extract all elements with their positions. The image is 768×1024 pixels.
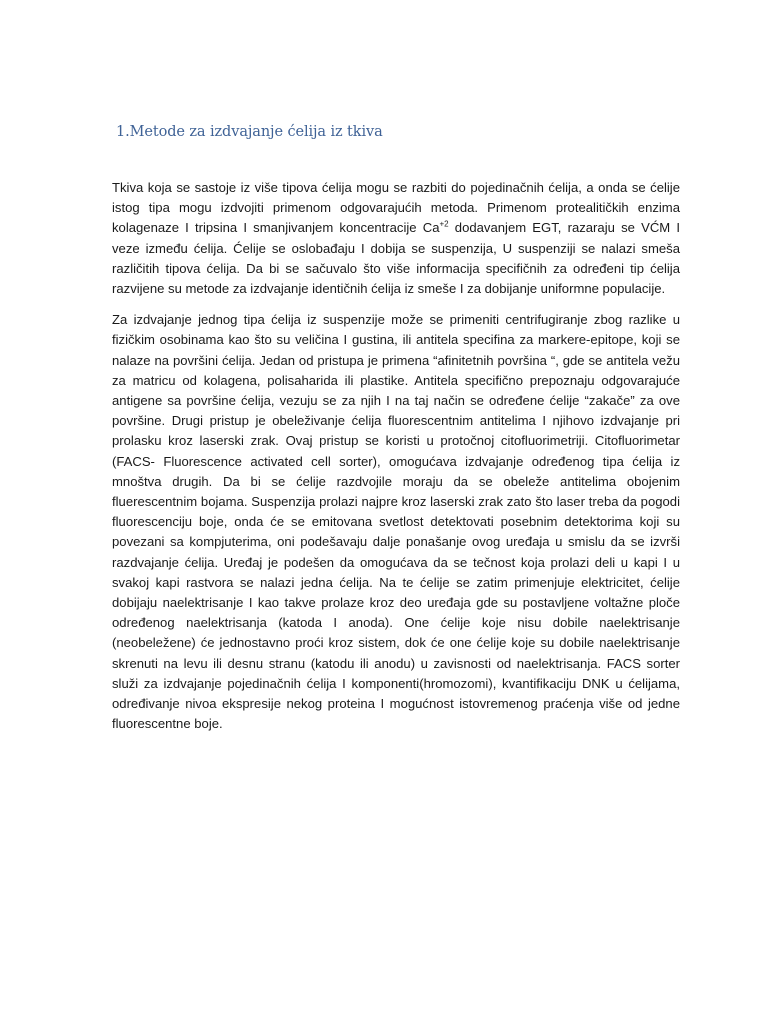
charge-superscript: +2 bbox=[439, 220, 449, 230]
paragraph-1 bbox=[112, 178, 680, 299]
paragraph-2: Za izdvajanje jednog tipa ćelija iz suspenzije može se primeniti centrifugiranje zbog razlike u fizičkim osobinama kao što su veličina I gustina, ili antitela specifina za markere-epitope, koji se nalaze na površini ćelija. Jedan od pristupa je primena “afinitetnih površina “, gde se antitela vežu za matricu od kolagena, polisaharida ili plastike. Antitela specifično prepoznaju odgovarajuće antigene sa površine ćelija, vezuju se za njih I na taj način se određene ćelije “zakače” za ove površine. Drugi pristup je obeleživanje ćelija fluorescentnim antitelima I njihovo izdvajanje pri prolasku kroz laserski zrak. Ovaj pristup se koristi u protočnoj citofluorimetriji. Citofluorimetar (FACS- Fluorescence activated cell sorter), omogućava izdvajanje određenog tipa ćelija iz mnoštva drugih. Da bi se ćelije razdvojile moraju da se obeleže antitelima obojenim fluerescentnim bojama. Suspenzija prolazi najpre kroz laserski zrak zato što laser treba da pogodi fluorescenciju boje, onda će se emitovana svetlost detektovati posebnim detektorima koji su povezani sa kompjuterima, oni podešavaju dalje ponašanje ovog uređaja u smislu da se izvrši razdvajanje ćelija. Uređaj je podešen da omogućava da se tečnost koja prolazi deli u kapi I u svakoj kapi rastvora se nalazi jedna ćelija. Na te ćelije se zatim primenjuje elektricitet, ćelije dobijaju naelektrisanje I kao takve prolaze kroz deo uređaja gde su postavljene voltažne ploče određenog naelektrisanja (katoda I anoda). One ćelije koje nisu dobile naelektrisanje (neobeležene) će jednostavno proći kroz sistem, dok će one ćelije koje su dobile naelektrisanje skrenuti na levu ili desnu stranu (katodu ili anodu) u zavisnosti od naelektrisanja. FACS sorter služi za izdvajanje pojedinačnih ćelija I komponenti(hromozomi), kvantifikaciju DNK u ćelijama, određivanje nivoa ekspresije nekog proteina I mogućnost istovremenog praćenja više od jedne fluorescentne boje. bbox=[112, 312, 680, 732]
section-heading: 1.Metode za izdvajanje ćelija iz tkiva bbox=[116, 124, 383, 140]
body-text bbox=[112, 178, 680, 734]
paragraph-1-part-1: Tkiva koja se sastoje iz više tipova ćelija mogu se razbiti do pojedinačnih ćelija, a onda se ćelije istog tipa mogu izdvojiti primenom odgovarajućih metoda. Primenom protealitičkih enzima kolagenaze I tripsina I smanjivanjem koncentracije Ca bbox=[112, 180, 680, 236]
paragraph-1-part-2: dodavanjem EGT, razaraju se VĆM I veze između ćelija. Ćelije se oslobađaju I dobija se suspenzija, U suspenziji se nalazi smeša različitih tipova ćelija. Da bi se sačuvalo što više informacija specifičnih za određeni tip ćelija razvijene su metode za izdvajanje identičnih ćelija iz smeše I za dobijanje uniformne populacije. bbox=[112, 220, 680, 297]
